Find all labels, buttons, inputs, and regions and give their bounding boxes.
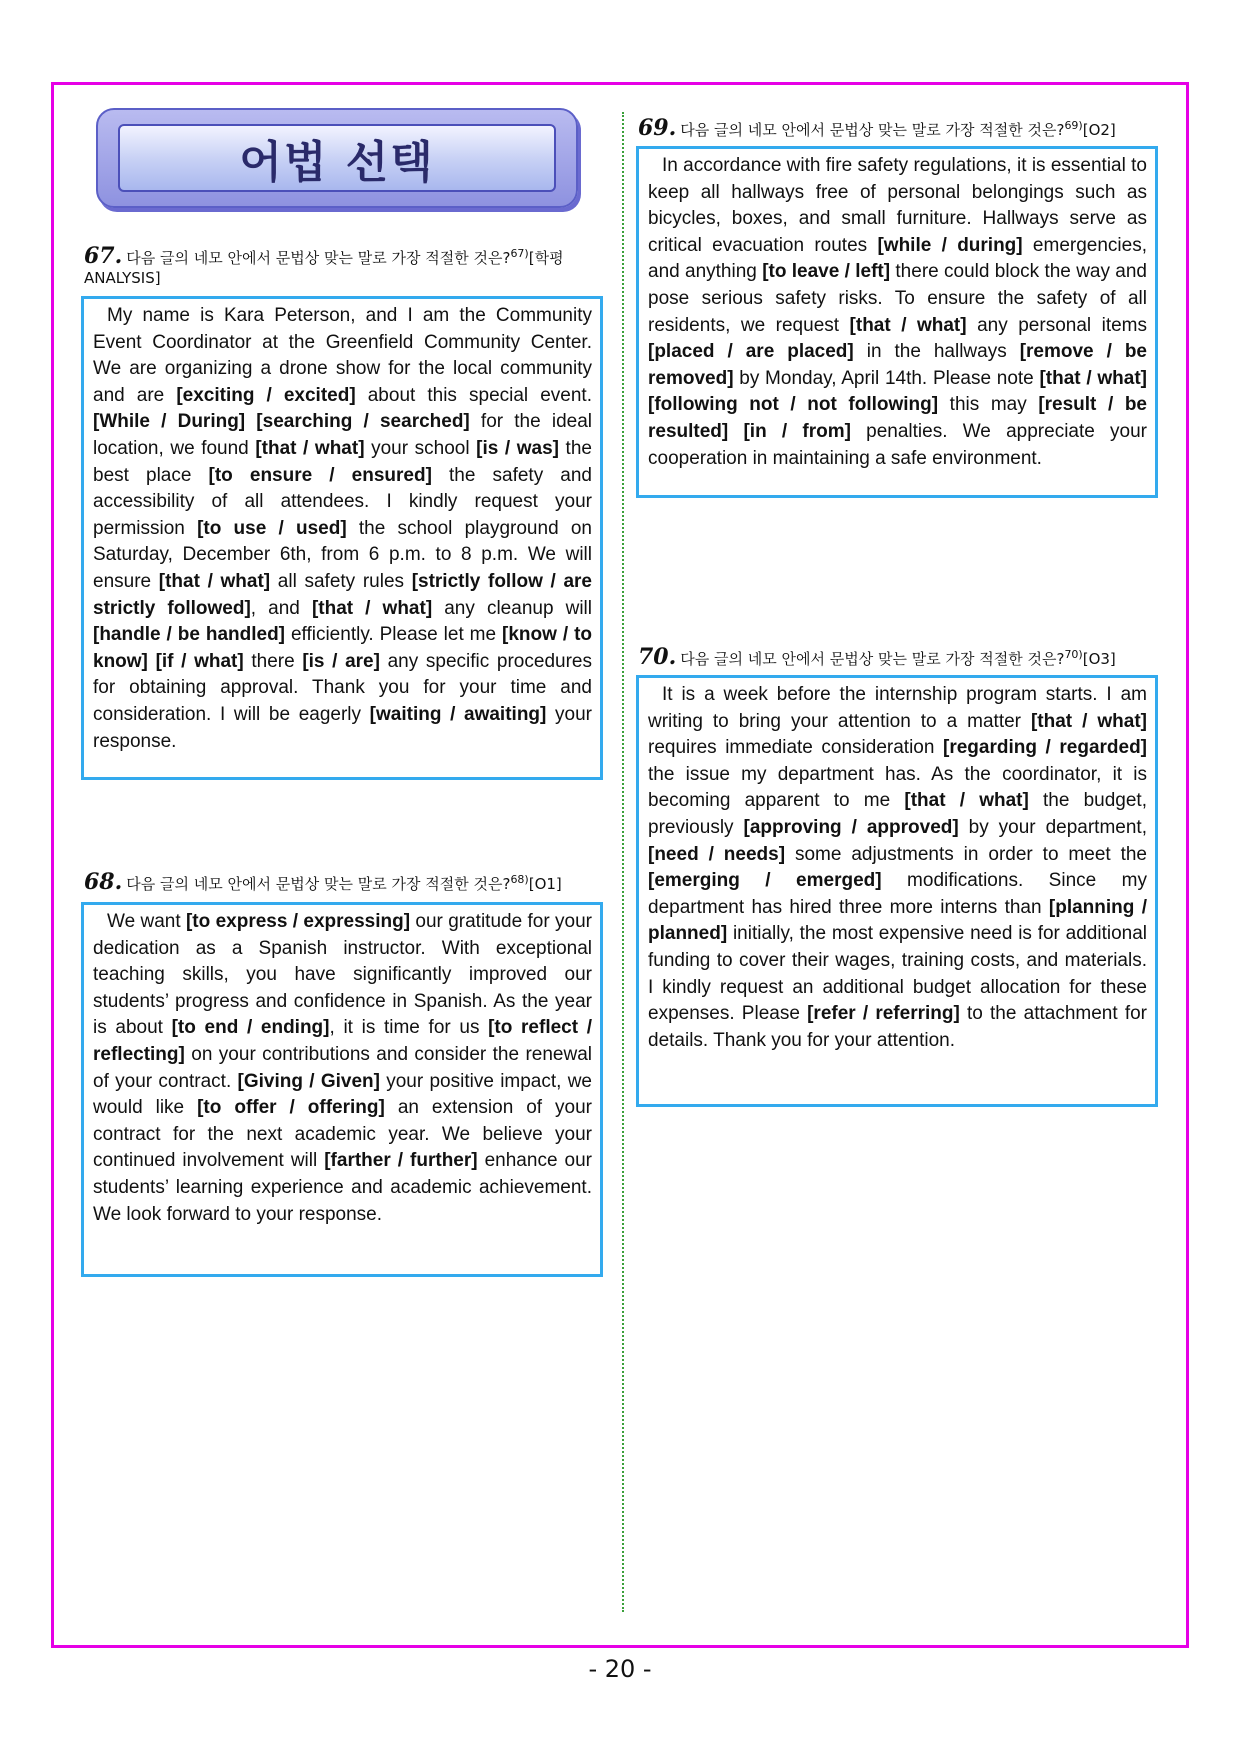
- question-number: 70.: [638, 644, 677, 670]
- choice-bracket: [is / was]: [476, 437, 559, 459]
- question-ref: 69): [1064, 119, 1083, 132]
- passage-box: [81, 296, 603, 780]
- passage-text: It is a week before the internship program starts. I am writing to bring your attention to a matter [that / what] requires immediate consideration [regarding / regarded] the issue my department has. As the coordinator, it is becoming apparent to me [that / what] the budget, previously [approving / approved] by your department, [need / needs] some adjustments in order to meet the [emerging / emerged] modifications. Since my department has hired three more interns than [planning / planned] initially, the most expensive need is for additional funding to cover their wages, training costs, and materials. I kindly request an additional budget allocation for these expenses. Please [refer / referring] to the attachment for details. Thank you for your attention.: [648, 684, 1148, 1051]
- choice-bracket: [While / During] [searching / searched]: [93, 411, 470, 433]
- question-source: [학평 ANALYSIS]: [84, 249, 564, 287]
- question-source: [O3]: [1082, 650, 1116, 668]
- choice-bracket: [that / what]: [311, 597, 433, 619]
- choice-bracket: [exciting / excited]: [176, 384, 356, 406]
- passage-text: We want [to express / expressing] our gratitude for your dedication as a Spanish instructor. With exceptional teaching skills, you have significantly improved our students’ progress and confidence in Spanish. As the year is about [to end / ending], it is time for us [to reflect / reflecting] on your contributions and consider the renewal of your contract. [Giving / Given] your positive impact, we would like [to offer / offering] an extension of your contract for the next academic year. We believe your continued involvement will [farther / further] enhance our students’ learning experience and academic achievement. We look forward to your response.: [93, 911, 593, 1225]
- column-divider: [622, 112, 624, 1612]
- choice-bracket: [in / from]: [743, 420, 851, 442]
- question-instruction: 다음 글의 네모 안에서 문법상 맞는 말로 가장 적절한 것은?: [680, 121, 1065, 139]
- choice-bracket: [that / what]: [255, 437, 365, 459]
- choice-bracket: [to leave / left]: [762, 261, 891, 283]
- section-title-banner: [96, 108, 578, 208]
- choice-bracket: [to express / expressing]: [185, 911, 411, 932]
- question-ref: 70): [1064, 648, 1083, 661]
- question-header: [638, 116, 1178, 140]
- choice-bracket: [that / what]: [1039, 367, 1147, 389]
- choice-bracket: [to end / ending]: [171, 1017, 330, 1039]
- choice-bracket: [remove / be removed]: [648, 341, 1147, 389]
- choice-bracket: [Giving / Given]: [237, 1070, 380, 1092]
- choice-bracket: [regarding / regarded]: [943, 737, 1148, 759]
- question-source: [O2]: [1082, 121, 1116, 139]
- choice-bracket: [that / what]: [158, 570, 271, 592]
- question-instruction: 다음 글의 네모 안에서 문법상 맞는 말로 가장 적절한 것은?: [126, 875, 511, 893]
- question-number: 69.: [638, 115, 677, 141]
- choice-bracket: [result / be resulted]: [648, 394, 1147, 442]
- choice-bracket: [need / needs]: [648, 843, 786, 865]
- choice-bracket: [that / what]: [849, 314, 967, 336]
- choice-bracket: [placed / are placed]: [648, 341, 854, 363]
- choice-bracket: [if / what]: [155, 650, 244, 672]
- question-ref: 67): [510, 247, 529, 260]
- question-header: [638, 645, 1178, 669]
- choice-bracket: [refer / referring]: [807, 1003, 960, 1025]
- choice-bracket: [waiting / awaiting]: [369, 703, 547, 725]
- choice-bracket: [emerging / emerged]: [648, 870, 882, 892]
- choice-bracket: [to use / used]: [197, 517, 347, 539]
- choice-bracket: [planning / planned]: [648, 896, 1147, 945]
- question-instruction: 다음 글의 네모 안에서 문법상 맞는 말로 가장 적절한 것은?: [680, 650, 1065, 668]
- question-instruction: 다음 글의 네모 안에서 문법상 맞는 말로 가장 적절한 것은?: [126, 249, 511, 267]
- choice-bracket: [farther / further]: [324, 1150, 478, 1172]
- passage-box: [81, 902, 603, 1277]
- choice-bracket: [following not / not following]: [648, 394, 939, 416]
- passage-box: [636, 675, 1158, 1107]
- passage-text: In accordance with fire safety regulations, it is essential to keep all hallways free of personal belongings such as bicycles, boxes, and small furniture. Hallways serve as critical evacuation routes [while / during] emergencies, and anything [to leave / left] there could block the way and pose serious safety risks. To ensure the safety of all residents, we request [that / what] any personal items [placed / are placed] in the hallways [remove / be removed] by Monday, April 14th. Please note [that / what] [following not / not following] this may [result / be resulted] [in / from] penalties. We appreciate your cooperation in maintaining a safe environment.: [648, 155, 1148, 469]
- section-title: 어법 선택: [239, 137, 435, 188]
- question-header: [84, 244, 604, 288]
- choice-bracket: [while / during]: [877, 234, 1023, 256]
- choice-bracket: [know / to know]: [93, 624, 592, 672]
- question-number: 67.: [84, 243, 123, 269]
- choice-bracket: [is / are]: [302, 650, 380, 672]
- choice-bracket: [to ensure / ensured]: [208, 464, 432, 486]
- choice-bracket: [strictly follow / are strictly followed]: [93, 570, 592, 619]
- question-source: [O1]: [528, 875, 562, 893]
- choice-bracket: [that / what]: [1030, 710, 1147, 732]
- choice-bracket: [to offer / offering]: [197, 1097, 385, 1119]
- section-title-inner: [118, 124, 556, 192]
- choice-bracket: [handle / be handled]: [93, 624, 286, 646]
- choice-bracket: [to reflect / reflecting]: [93, 1017, 592, 1065]
- page-number: - 20 -: [588, 1655, 652, 1683]
- passage-box: [636, 146, 1158, 498]
- choice-bracket: [that / what]: [904, 790, 1029, 812]
- passage-text: My name is Kara Peterson, and I am the Community Event Coordinator at the Greenfield Community Center. We are organizing a drone show for the local community and are [exciting / excited] about this special event. [While / During] [searching / searched] for the ideal location, we found [that / what] your school [is / was] the best place [to ensure / ensured] the safety and accessibility of all attendees. I kindly request your permission [to use / used] the school playground on Saturday, December 6th, from 6 p.m. to 8 p.m. We will ensure [that / what] all safety rules [strictly follow / are strictly followed], and [that / what] any cleanup will [handle / be handled] efficiently. Please let me [know / to know] [if / what] there [is / are] any specific procedures for obtaining approval. Thank you for your time and consideration. I will be eagerly [waiting / awaiting] your response.: [93, 305, 592, 752]
- choice-bracket: [approving / approved]: [743, 816, 959, 838]
- question-header: [84, 870, 604, 894]
- question-number: 68.: [84, 869, 123, 895]
- question-ref: 68): [510, 873, 529, 886]
